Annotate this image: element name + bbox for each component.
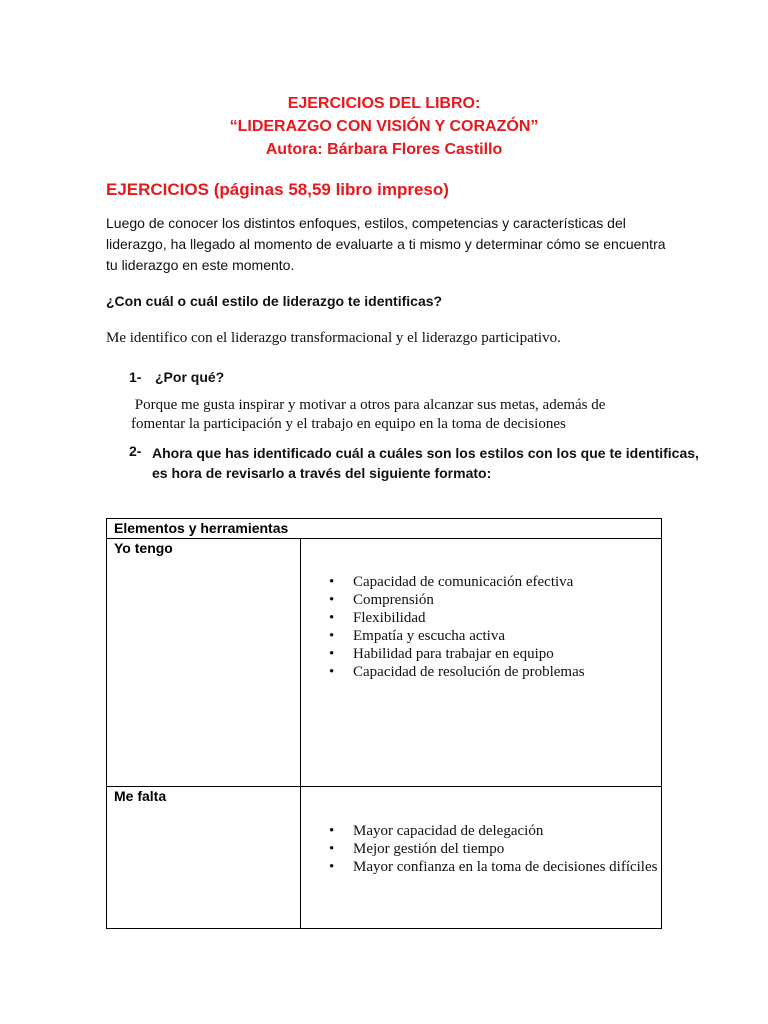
table-header-row [107, 519, 662, 539]
question-1-text: ¿Por qué? [155, 369, 225, 385]
bullet-icon: • [329, 841, 335, 857]
question-2-text [152, 443, 699, 483]
title-line-1: EJERCICIOS DEL LIBRO: [287, 95, 481, 112]
bullet-icon: • [329, 610, 335, 626]
list-item: • Mejor gestión del tiempo [329, 841, 505, 857]
row-label-me-falta: Me falta [107, 787, 301, 929]
list-item: • Comprensión [329, 592, 434, 608]
bullet-icon: • [329, 664, 335, 680]
question-1-answer [131, 396, 651, 434]
list-item: • Habilidad para trabajar en equipo [329, 646, 554, 662]
bullet-icon: • [329, 592, 335, 608]
list-item: • Mayor capacidad de delegación [329, 823, 544, 839]
list-item: • Empatía y escucha activa [329, 628, 506, 644]
table-row-me-falta [107, 787, 662, 929]
title-line-2: “LIDERAZGO CON VISIÓN Y CORAZÓN” [229, 118, 539, 135]
main-question: ¿Con cuál o cuál estilo de liderazgo te identificas? [106, 293, 443, 309]
yo-tengo-list [301, 573, 661, 681]
question-1-number: 1- [129, 369, 142, 385]
question-2-number: 2- [129, 443, 142, 459]
bullet-icon: • [329, 859, 335, 875]
list-item: • Mayor confianza en la toma de decisiones difíciles [329, 859, 658, 875]
table-header-cell: Elementos y herramientas [107, 519, 662, 539]
intro-paragraph: Luego de conocer los distintos enfoques, estilos, competencias y características del liderazgo, ha llegado al momento de evaluarte a ti mismo y determinar cómo se encuentra tu liderazgo en este momento. [106, 215, 666, 273]
bullet-icon: • [329, 823, 335, 839]
list-item: • Capacidad de comunicación efectiva [329, 574, 574, 590]
table-row-yo-tengo [107, 539, 662, 787]
author-line: Autora: Bárbara Flores Castillo [265, 141, 503, 158]
bullet-icon: • [329, 628, 335, 644]
bullet-icon: • [329, 574, 335, 590]
list-item: • Flexibilidad [329, 610, 426, 626]
row-content-me-falta [301, 787, 662, 929]
row-label-yo-tengo: Yo tengo [107, 539, 301, 787]
question-1-answer-text: Porque me gusta inspirar y motivar a otros para alcanzar sus metas, además de fomentar la participación y el trabajo en equipo en la toma de decisiones [131, 397, 606, 432]
question-2-line-2: es hora de revisarlo a través del siguiente formato: [152, 465, 492, 481]
bullet-icon: • [329, 646, 335, 662]
list-item: • Capacidad de resolución de problemas [329, 664, 585, 680]
tools-table [106, 518, 662, 929]
row-content-yo-tengo [301, 539, 662, 787]
main-answer: Me identifico con el liderazgo transformacional y el liderazgo participativo. [106, 330, 561, 346]
me-falta-list [301, 822, 661, 876]
question-2-line-1: Ahora que has identificado cuál a cuáles son los estilos con los que te identificas, [152, 445, 699, 461]
section-heading: EJERCICIOS (páginas 58,59 libro impreso) [106, 180, 449, 199]
